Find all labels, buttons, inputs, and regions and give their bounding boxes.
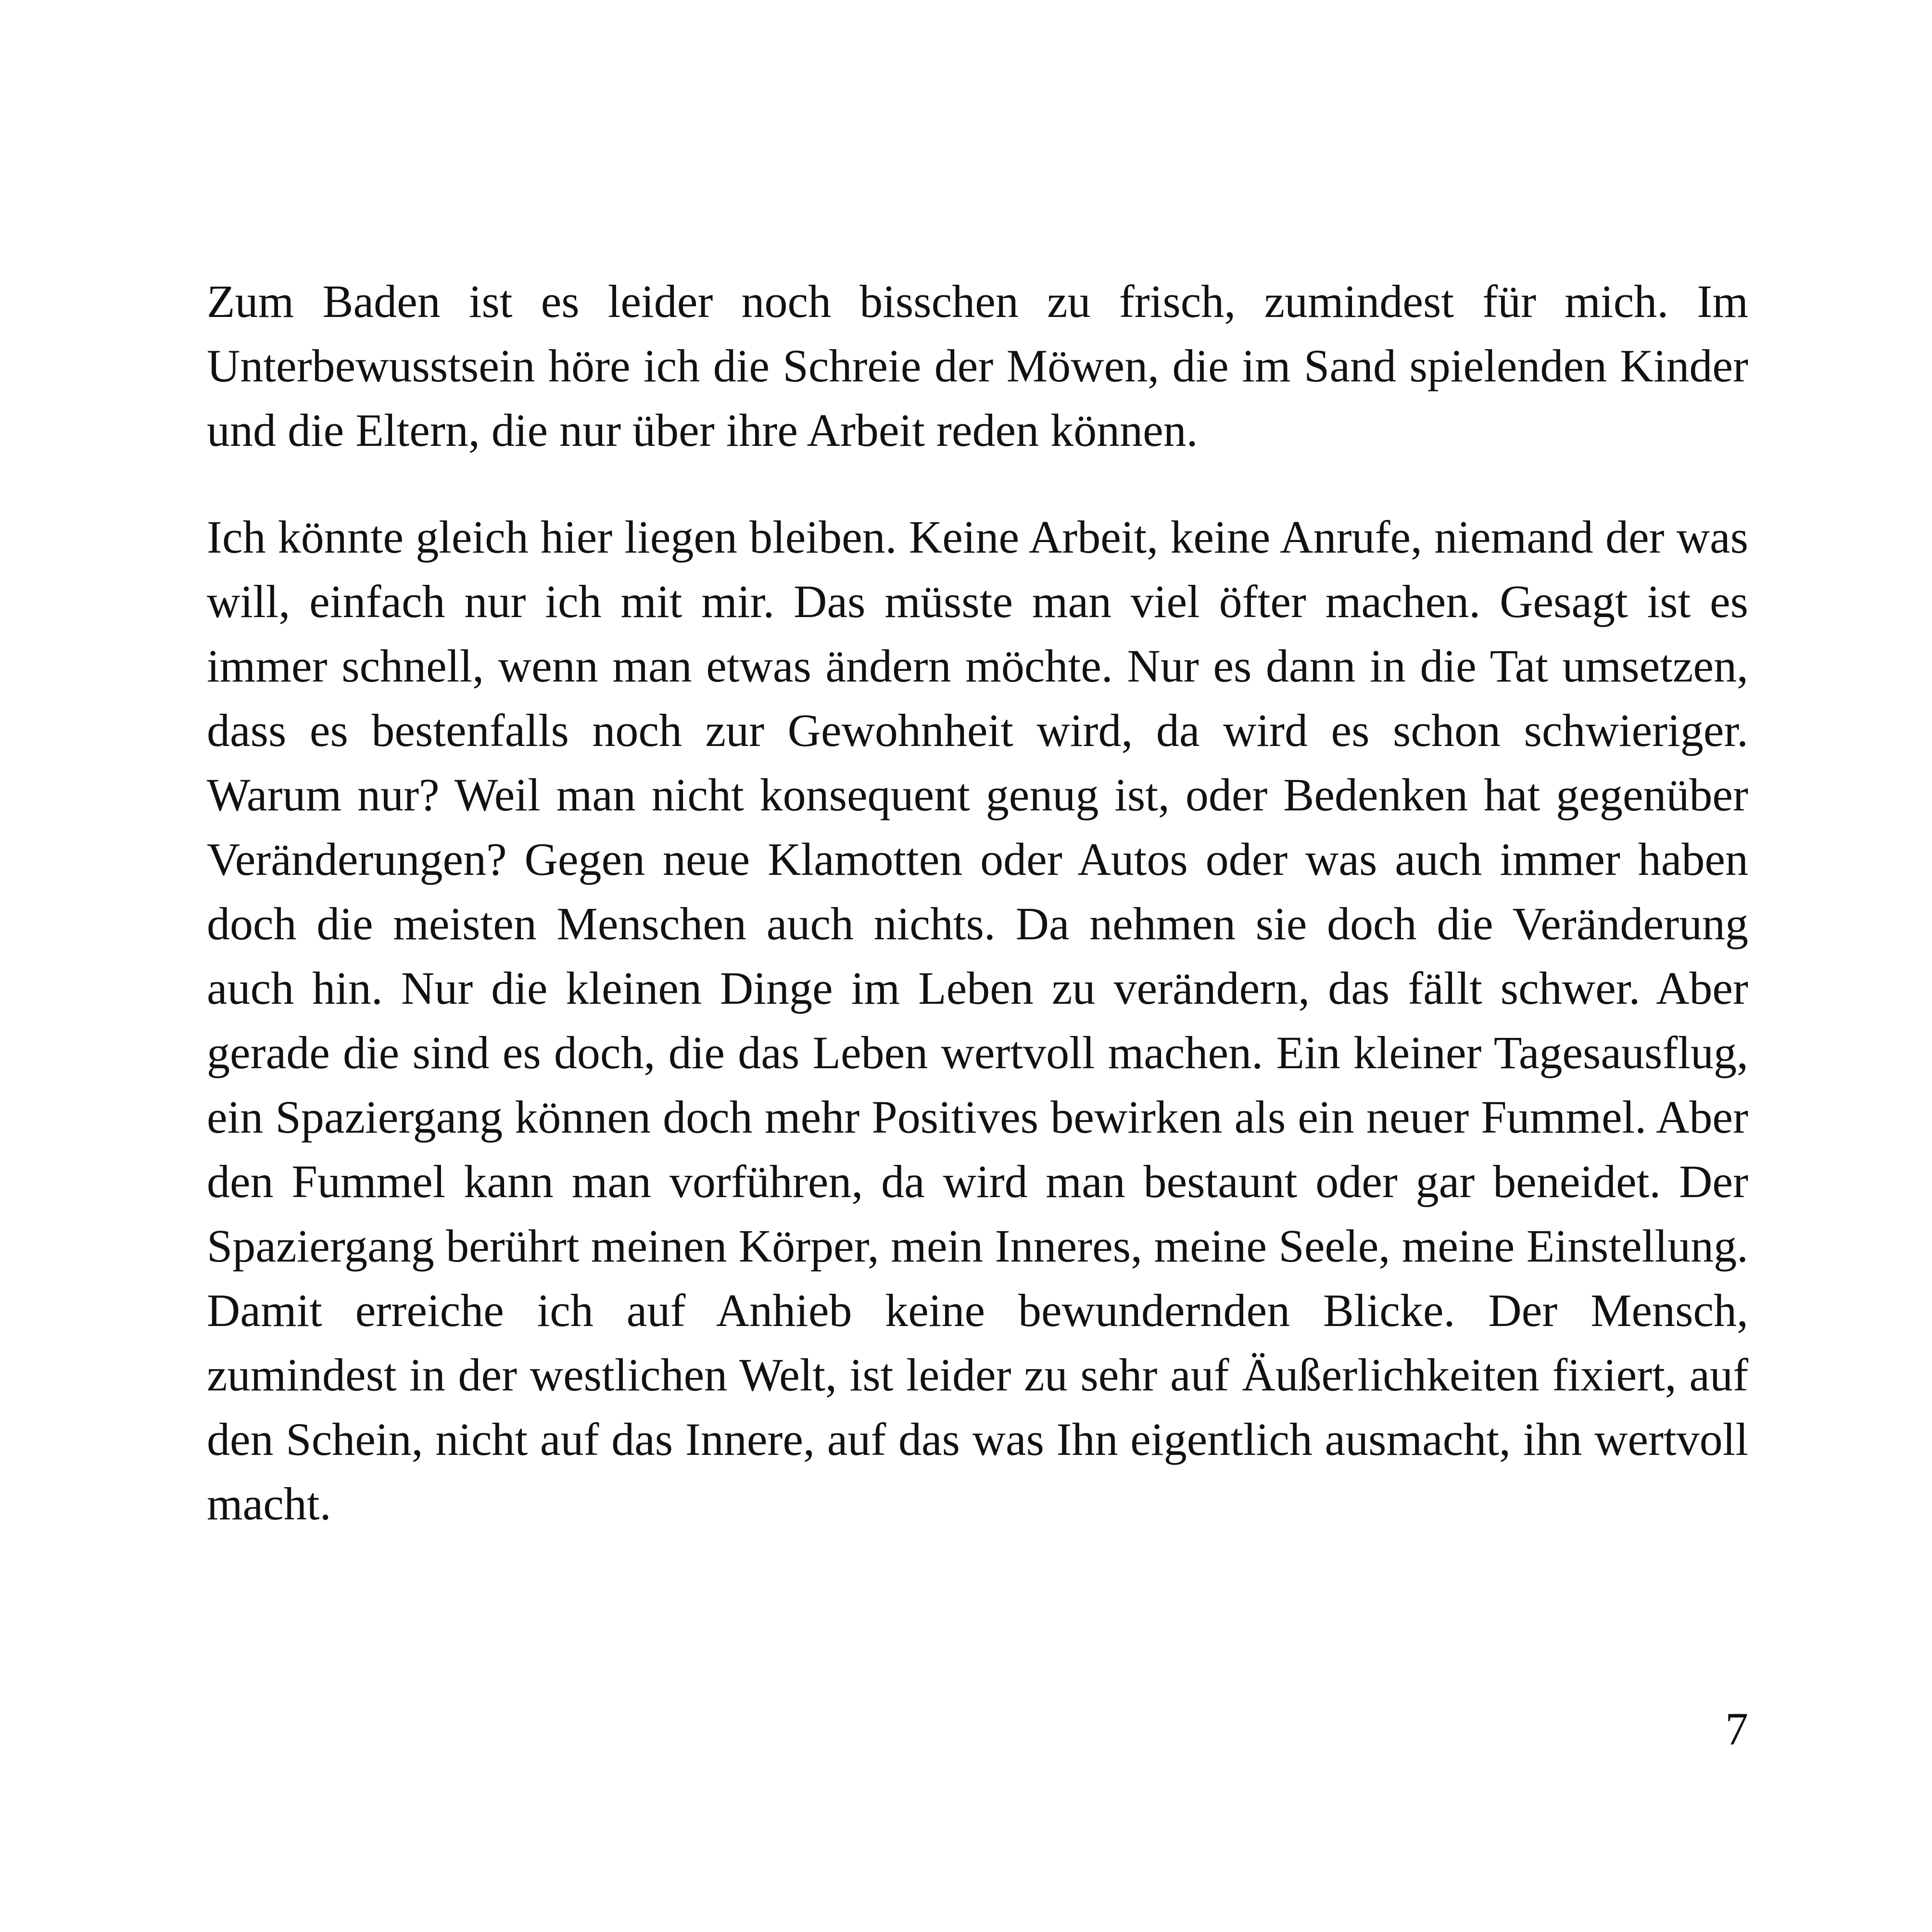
page-number: 7: [1725, 1703, 1748, 1755]
paragraph-1: Zum Baden ist es leider noch bisschen zu frisch, zumindest für mich. Im Unterbewusstsein höre ich die Schreie der Möwen, die im Sand spielenden Kinder und die Eltern, die nur über ihre Arbeit reden können.: [207, 276, 1748, 456]
body-text: [207, 269, 1748, 1536]
paragraph-2: Ich könnte gleich hier liegen bleiben. Keine Arbeit, keine Anrufe, niemand der was will, einfach nur ich mit mir. Das müsste man viel öfter machen. Gesagt ist es immer schnell, wenn man etwas ändern möchte. Nur es dann in die Tat umsetzen, dass es bestenfalls noch zur Gewohnheit wird, da wird es schon schwieriger. Warum nur? Weil man nicht konsequent genug ist, oder Bedenken hat gegenüber Veränderungen? Gegen neue Klamotten oder Autos oder was auch immer haben doch die meisten Menschen auch nichts. Da nehmen sie doch die Veränderung auch hin. Nur die kleinen Dinge im Leben zu verändern, das fällt schwer. Aber gerade die sind es doch, die das Leben wertvoll machen. Ein kleiner Tagesausflug, ein Spaziergang können doch mehr Positives bewirken als ein neuer Fummel. Aber den Fummel kann man vorführen, da wird man bestaunt oder gar beneidet. Der Spaziergang berührt meinen Körper, mein Inneres, meine Seele, meine Einstellung. Damit erreiche ich auf Anhieb keine bewundernden Blicke. Der Mensch, zumindest in der westlichen Welt, ist leider zu sehr auf Äußerlichkeiten fixiert, auf den Schein, nicht auf das Innere, auf das was Ihn eigentlich ausmacht, ihn wertvoll macht.: [207, 511, 1748, 1529]
